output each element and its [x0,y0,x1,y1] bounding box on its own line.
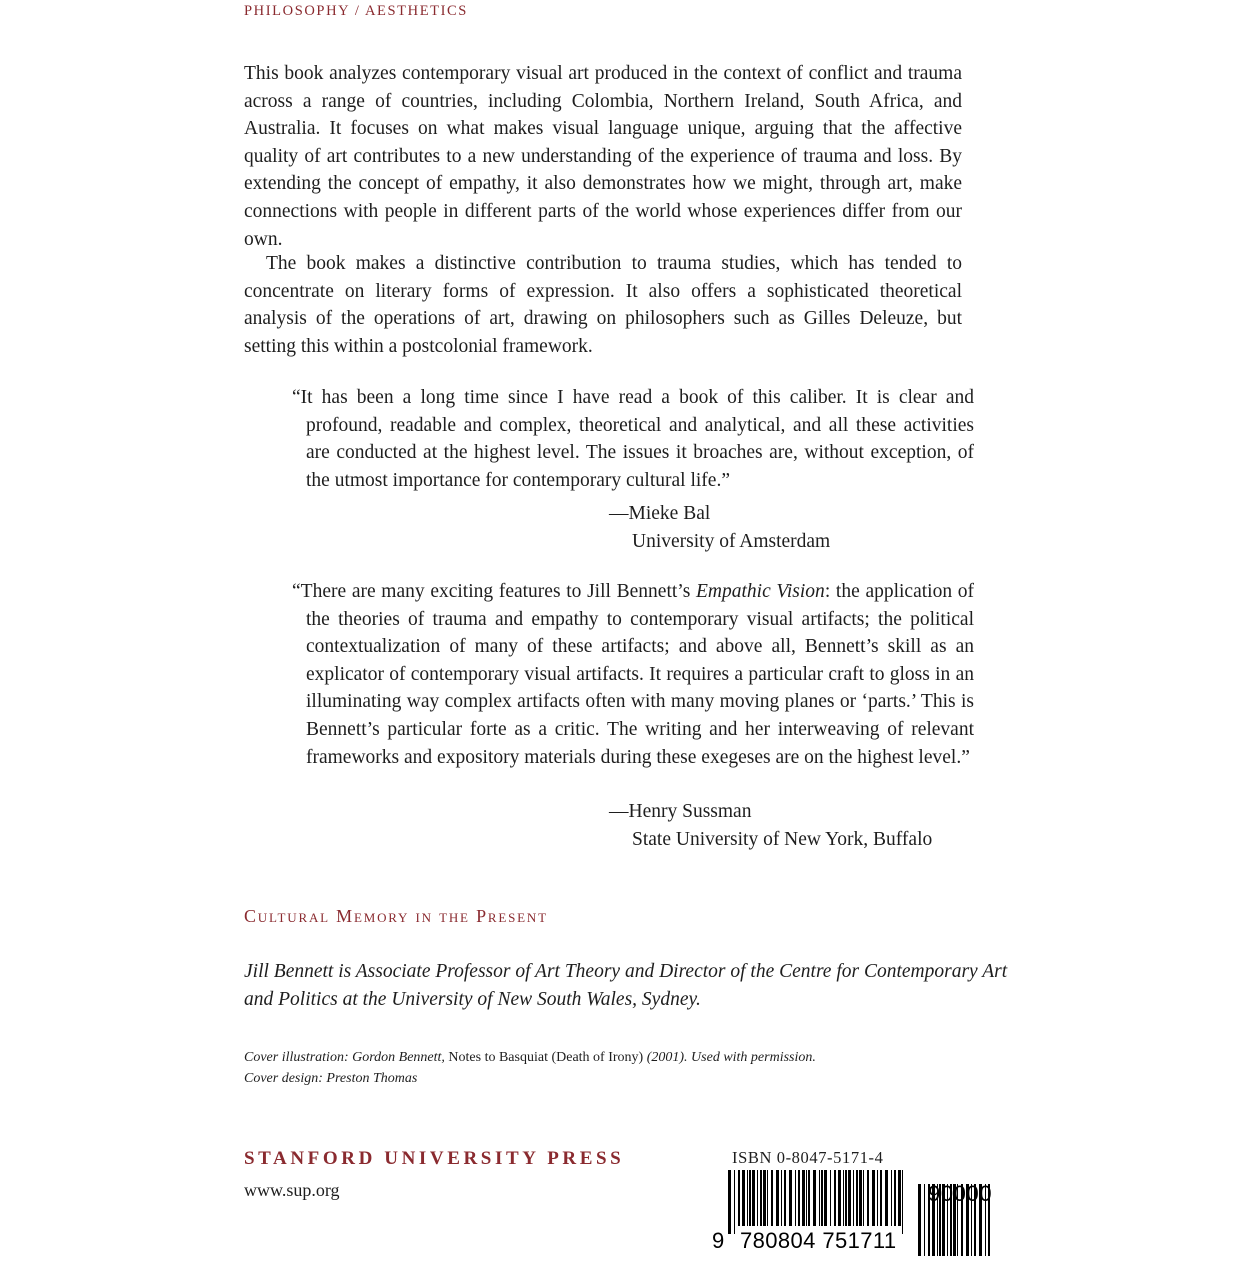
barcode-bar [742,1170,745,1226]
barcode-bar [830,1170,831,1226]
barcode-bar [784,1170,786,1226]
description-paragraph-1: This book analyzes contemporary visual art produced in the context of conflict and trauma across a range of countries, including Colombia, Northern Ireland, South Africa, and Australia. It focuses on what makes visual language unique, arguing that the affective quality of art contributes to a new understanding of the experience of trauma and loss. By extending the concept of empathy, it also demonstrates how we might, through art, make connections with people in different parts of the world whose experiences differ from our own. [244,63,962,250]
barcode-bar [728,1170,731,1234]
barcode-bar [819,1170,820,1226]
barcode-addon-digits: 90000 [928,1181,993,1206]
illustration-credit-suffix: (2001). Used with permission. [643,1050,816,1065]
barcode-bar [894,1170,896,1226]
barcode-bar [738,1170,740,1226]
barcode-bar [795,1170,796,1226]
barcode-bar [747,1170,748,1226]
barcode-bar [856,1170,858,1226]
blurb-attribution-2 [609,798,932,853]
barcode-bar [898,1170,901,1226]
blurb-text-before: “There are many exciting features to Jill Bennett’s [292,581,696,602]
author-bio: Jill Bennett is Associate Professor of Art Theory and Director of the Centre for Contemporary Art and Politics at the University of New South Wales, Sydney. [244,961,1008,1010]
publisher-name: STANFORD UNIVERSITY PRESS [244,1148,625,1169]
barcode-bar [776,1170,779,1226]
barcode-bar [789,1170,792,1226]
barcode-bar [838,1170,841,1226]
barcode-bar [806,1170,807,1226]
barcode-bar [843,1170,844,1226]
barcode-bar [808,1170,810,1226]
barcode-bar [848,1170,851,1226]
barcode-bar [771,1170,773,1226]
barcode-bar [885,1170,888,1226]
illustration-credit-prefix: Cover illustration: Gordon Bennett, [244,1050,449,1065]
barcode-bar [734,1170,735,1234]
barcode-bar [891,1170,892,1226]
barcode-bar [863,1170,864,1226]
blurb-author: —Henry Sussman [609,801,752,822]
barcode-bar [867,1170,869,1226]
series-title: Cultural Memory in the Present [244,906,548,926]
blurb-quote-2 [292,578,974,771]
barcode-bar [859,1170,862,1226]
book-title: Empathic Vision [695,581,825,602]
barcode-bar [877,1170,878,1226]
barcode-bar [781,1170,782,1226]
barcode-main-digits: 780804 751711 [740,1228,897,1253]
barcode-bar [821,1170,823,1226]
barcode-bar [757,1170,758,1226]
barcode-bar [760,1170,762,1226]
barcode-bar [853,1170,854,1226]
blurb-author: —Mieke Bal [609,503,711,524]
barcode-bar [798,1170,800,1226]
cover-credits [244,1048,816,1089]
barcode-bar [802,1170,805,1226]
isbn-number: ISBN 0-8047-5171-4 [732,1148,884,1167]
barcode-bar [813,1170,816,1226]
barcode-bar [749,1170,751,1226]
blurb-attribution-1 [609,500,830,555]
barcode-bar [752,1170,755,1226]
blurb-text-after: : the application of the theories of trauma and empathy to contemporary visual artifacts; the political contextualization of many of these artifacts; and above all, Bennett’s skill as an explicator of contemporary visual artifacts. It requires a particular craft to gloss in an illuminating way complex artifacts often with many moving planes or ‘parts.’ This is Bennett’s particular forte as a critic. The writing and her interweaving of relevant frameworks and expository materials during these exegeses are on the highest level.” [306,581,975,768]
barcode-bar [924,1184,925,1256]
barcode-bar [902,1170,903,1234]
barcode-bar [872,1170,875,1226]
publisher-website: www.sup.org [244,1180,340,1200]
barcode-bar [824,1170,827,1226]
barcode-bar [845,1170,847,1226]
blurb-affiliation: University of Amsterdam [632,530,831,552]
barcode-bar [763,1170,766,1226]
barcode-bar [880,1170,882,1226]
illustration-title: Notes to Basquiat (Death of Irony) [448,1050,644,1065]
description-paragraph-2: The book makes a distinctive contribution to trauma studies, which has tended to concentrate on literary forms of expression. It also offers a sophisticated theoretical analysis of the operations of art, drawing on philosophers such as Gilles Deleuze, but setting this within a postcolonial framework. [244,253,962,357]
blurb-quote-1: “It has been a long time since I have read a book of this caliber. It is clear and profound, readable and complex, theoretical and analytical, and all these activities are conducted at the highest level. The issues it broaches are, without exception, of the utmost importance for contemporary cultural life.” [292,387,974,491]
blurb-affiliation: State University of New York, Buffalo [632,828,933,850]
design-credit: Cover design: Preston Thomas [244,1070,418,1086]
barcode-bar [767,1170,768,1226]
barcode-bar [918,1184,921,1256]
category-label: PHILOSOPHY / AESTHETICS [244,3,468,19]
barcode-lead-digit: 9 [712,1228,725,1253]
barcode-bar [834,1170,836,1226]
